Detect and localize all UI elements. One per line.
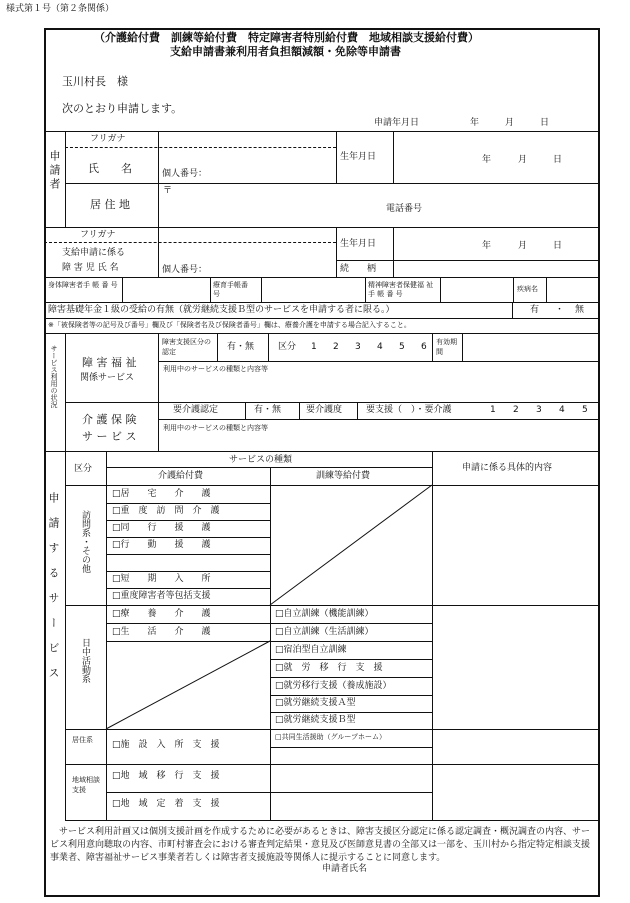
disease-label: 疾病名 bbox=[517, 285, 538, 293]
welfare-label-1: 障 害 福 祉 bbox=[82, 356, 137, 369]
pension-no[interactable]: 無 bbox=[575, 305, 585, 315]
usage-section-label: サービス利用の状況 bbox=[50, 345, 58, 408]
support-class-2[interactable]: 2 bbox=[333, 342, 339, 352]
intro-text: 次のとおり申請します。 bbox=[62, 102, 183, 115]
support-class-cert-value[interactable]: 有・無 bbox=[227, 342, 255, 352]
visit-group-label: 訪問系・その他 bbox=[80, 510, 90, 573]
care-benefit-header: 介護給付費 bbox=[158, 471, 204, 481]
care-degree-label: 要介護度 bbox=[306, 405, 343, 415]
service-facility-admission[interactable]: □施 設 入 所 支 援 bbox=[112, 740, 220, 750]
care-insurance-label-2: サ ー ビ ス bbox=[82, 430, 137, 443]
child-birthdate-label: 生年月日 bbox=[340, 239, 377, 249]
support-class-3[interactable]: 3 bbox=[355, 342, 361, 352]
care-level-5[interactable]: 5 bbox=[582, 405, 588, 415]
residence-group-label: 居住系 bbox=[72, 736, 93, 744]
consent-text: サービス利用計画又は個別支援計画を作成するために必要があるときは、障害支援区分認定に係る認定調査・概況調査の内容、サービス利用意向聴取の内容、市町村審査会における審査判定結果・意見及び医師意見書の全部又は一部を、玉川村から指定特定相談支援事業者、障害福祉サービス事業者若しくは障害者支援施設等関係人に提示することに同意します。 bbox=[50, 827, 591, 863]
support-class-cert-label: 障害支援区分の認定 bbox=[162, 338, 211, 356]
care-support-level[interactable]: 要支援（ ）・要介護 bbox=[366, 405, 452, 415]
care-level-2[interactable]: 2 bbox=[513, 405, 519, 415]
service-training-life[interactable]: □自立訓練（生活訓練） bbox=[275, 627, 374, 637]
service-employment-transition-school[interactable]: □就労移行支援（養成施設） bbox=[275, 681, 392, 691]
welfare-in-use-label: 利用中のサービスの種類と内容等 bbox=[163, 365, 268, 373]
applicant-furigana-label: フリガナ bbox=[90, 134, 126, 144]
relation-label: 続 柄 bbox=[340, 264, 377, 274]
signature-label: 申請者氏名 bbox=[322, 864, 368, 874]
apply-date-year: 年 bbox=[470, 118, 480, 128]
training-benefit-header: 訓練等給付費 bbox=[316, 471, 371, 481]
form-code: 様式第１号（第２条関係） bbox=[6, 4, 115, 14]
care-level-1[interactable]: 1 bbox=[490, 405, 496, 415]
apply-date-label: 申請年月日 bbox=[374, 118, 420, 128]
service-community-transition[interactable]: □地 域 移 行 支 援 bbox=[112, 771, 220, 781]
insurance-note: ※「被保険者等の記号及び番号」欄及び「保険者名及び保険者番号」欄は、療養介護を申請する場合記入すること。 bbox=[48, 321, 411, 329]
service-life-care[interactable]: □生 活 介 護 bbox=[112, 627, 211, 637]
valid-period-label: 有効期間 bbox=[436, 338, 457, 356]
support-class-4[interactable]: 4 bbox=[377, 342, 383, 352]
support-class-6[interactable]: 6 bbox=[421, 342, 427, 352]
service-comprehensive-support[interactable]: □重度障害者等包括支援 bbox=[112, 591, 211, 601]
service-short-stay[interactable]: □短 期 入 所 bbox=[112, 574, 211, 584]
child-my-number: 個人番号： bbox=[162, 265, 208, 275]
pension-question: 障害基礎年金１級の受給の有無（就労継続支援Ｂ型のサービスを申請する者に限る。） bbox=[48, 305, 395, 315]
service-severe-visit-care[interactable]: □重 度 訪 問 介 護 bbox=[112, 506, 220, 516]
pension-yes[interactable]: 有 bbox=[530, 305, 540, 315]
phone-label: 電話番号 bbox=[386, 204, 423, 214]
detail-header: 申請に係る具体的内容 bbox=[462, 463, 553, 473]
care-cert-value[interactable]: 有・無 bbox=[254, 405, 282, 415]
support-class-5[interactable]: 5 bbox=[399, 342, 405, 352]
service-group-home[interactable]: □共同生活援助（グループホーム） bbox=[275, 733, 387, 741]
mental-handbook-label: 精神障害者保健福 祉 手 帳 番 号 bbox=[368, 281, 434, 298]
physical-handbook-label: 身体障害者手 帳 番 号 bbox=[48, 281, 118, 289]
applicant-birth-day: 日 bbox=[553, 155, 563, 165]
care-insurance-label-1: 介 護 保 険 bbox=[82, 413, 137, 426]
service-accompany-support[interactable]: □同 行 援 護 bbox=[112, 523, 211, 533]
service-employment-transition[interactable]: □就 労 移 行 支 援 bbox=[275, 663, 383, 673]
apply-date-month: 月 bbox=[505, 118, 515, 128]
rehab-handbook-label: 療育手帳番 号 bbox=[213, 281, 262, 298]
category-header: 区分 bbox=[74, 464, 93, 474]
service-employment-continuation-b[interactable]: □就労継続支援Ｂ型 bbox=[275, 715, 356, 725]
applicant-birth-year: 年 bbox=[482, 155, 492, 165]
care-in-use-label: 利用中のサービスの種類と内容等 bbox=[163, 424, 268, 432]
care-cert-label: 要介護認定 bbox=[173, 405, 219, 415]
support-class-label: 区分 bbox=[278, 342, 297, 352]
support-class-1[interactable]: 1 bbox=[311, 342, 317, 352]
care-level-4[interactable]: 4 bbox=[559, 405, 565, 415]
child-birth-year: 年 bbox=[482, 241, 492, 251]
welfare-label-2: 関係サービス bbox=[80, 373, 135, 383]
applicant-birthdate-label: 生年月日 bbox=[340, 152, 377, 162]
child-name-label-1: 支給申請に係る bbox=[62, 248, 126, 258]
service-medical-care[interactable]: □療 養 介 護 bbox=[112, 609, 211, 619]
addressee: 玉川村長 様 bbox=[62, 75, 128, 88]
service-home-care[interactable]: □居 宅 介 護 bbox=[112, 489, 211, 499]
service-training-function[interactable]: □自立訓練（機能訓練） bbox=[275, 609, 374, 619]
care-level-3[interactable]: 3 bbox=[536, 405, 542, 415]
applicant-address-label: 居 住 地 bbox=[90, 198, 130, 211]
child-furigana-label: フリガナ bbox=[80, 230, 116, 240]
child-name-label-2: 障 害 児 氏 名 bbox=[62, 263, 119, 273]
child-birth-month: 月 bbox=[518, 241, 528, 251]
service-type-header: サービスの種類 bbox=[229, 455, 293, 465]
postal-mark: 〒 bbox=[163, 186, 173, 196]
services-section-label: 申請するサービス bbox=[47, 492, 60, 692]
title-line-2: 支給申請書兼利用者負担額減額・免除等申請書 bbox=[170, 45, 401, 58]
title-line-1: （介護給付費 訓練等給付費 特定障害者特別給付費 地域相談支援給付費） bbox=[94, 31, 479, 44]
consult-group-label: 地域相談支援 bbox=[72, 776, 100, 794]
service-residential-training[interactable]: □宿泊型自立訓練 bbox=[275, 645, 347, 655]
day-activity-group-label: 日中活動系 bbox=[80, 638, 90, 683]
child-birth-day: 日 bbox=[553, 241, 563, 251]
applicant-label: 申請者 bbox=[48, 150, 61, 192]
applicant-my-number: 個人番号： bbox=[162, 169, 208, 179]
applicant-name-label: 氏 名 bbox=[88, 162, 132, 175]
pension-separator: ・ bbox=[555, 305, 565, 315]
service-behavior-support[interactable]: □行 動 援 護 bbox=[112, 540, 211, 550]
service-community-settlement[interactable]: □地 域 定 着 支 援 bbox=[112, 799, 220, 809]
apply-date-day: 日 bbox=[540, 118, 550, 128]
applicant-birth-month: 月 bbox=[518, 155, 528, 165]
service-employment-continuation-a[interactable]: □就労継続支援Ａ型 bbox=[275, 698, 356, 708]
